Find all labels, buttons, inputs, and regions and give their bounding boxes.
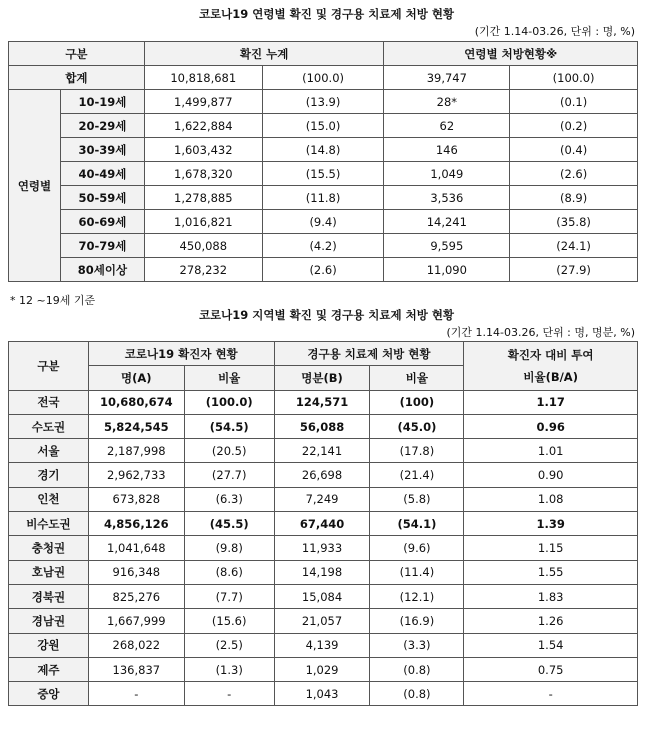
total-rx: 39,747 <box>384 66 510 90</box>
region-rate2: (45.0) <box>370 414 464 438</box>
region-doses: 67,440 <box>274 512 370 536</box>
age-label: 10-19세 <box>60 90 144 114</box>
total-confirmed-pct: (100.0) <box>262 66 384 90</box>
table-row <box>9 186 638 210</box>
table-row <box>9 487 638 511</box>
age-confirmed-pct: (14.8) <box>262 138 384 162</box>
table1-footnote: * 12 ~19세 기준 <box>10 294 96 307</box>
region-label: 경기 <box>9 463 89 487</box>
region-doses: 11,933 <box>274 536 370 560</box>
region-rate2: (21.4) <box>370 463 464 487</box>
age-confirmed-pct: (15.5) <box>262 162 384 186</box>
region-people: 268,022 <box>88 633 184 657</box>
region-rate2: (54.1) <box>370 512 464 536</box>
age-confirmed-pct: (4.2) <box>262 234 384 258</box>
region-people: 136,837 <box>88 657 184 681</box>
region-ratio: 1.55 <box>464 560 638 584</box>
region-rate2: (100) <box>370 390 464 414</box>
region-people: 916,348 <box>88 560 184 584</box>
region-doses: 1,029 <box>274 657 370 681</box>
table-row <box>9 463 638 487</box>
region-people: 2,187,998 <box>88 439 184 463</box>
header-ratio-line1: 확진자 대비 투여 <box>507 347 594 362</box>
region-rate2: (9.6) <box>370 536 464 560</box>
region-rate2: (0.8) <box>370 657 464 681</box>
age-confirmed: 1,622,884 <box>144 114 262 138</box>
age-label: 50-59세 <box>60 186 144 210</box>
age-rx-pct: (0.1) <box>510 90 638 114</box>
region-label: 경남권 <box>9 609 89 633</box>
age-confirmed-pct: (13.9) <box>262 90 384 114</box>
age-rx-pct: (0.2) <box>510 114 638 138</box>
region-people: 4,856,126 <box>88 512 184 536</box>
region-ratio: 0.96 <box>464 414 638 438</box>
region-ratio: 1.83 <box>464 584 638 608</box>
region-rate1: (54.5) <box>184 414 274 438</box>
total-label: 합계 <box>9 66 145 90</box>
total-row <box>9 66 638 90</box>
region-people: 5,824,545 <box>88 414 184 438</box>
age-label: 80세이상 <box>60 258 144 282</box>
header-category: 구분 <box>9 342 89 391</box>
age-table <box>8 41 638 282</box>
region-rate2: (16.9) <box>370 609 464 633</box>
header-confirmed-group: 코로나19 확진자 현황 <box>88 342 274 366</box>
region-ratio: 1.01 <box>464 439 638 463</box>
age-rx-pct: (24.1) <box>510 234 638 258</box>
table-row <box>9 609 638 633</box>
age-rx-pct: (27.9) <box>510 258 638 282</box>
region-ratio: 1.08 <box>464 487 638 511</box>
region-label: 호남권 <box>9 560 89 584</box>
table-row <box>9 234 638 258</box>
region-doses: 15,084 <box>274 584 370 608</box>
region-rate2: (12.1) <box>370 584 464 608</box>
age-confirmed: 450,088 <box>144 234 262 258</box>
age-rx-pct: (35.8) <box>510 210 638 234</box>
region-doses: 7,249 <box>274 487 370 511</box>
age-label: 60-69세 <box>60 210 144 234</box>
table-row <box>9 584 638 608</box>
header-confirmed: 확진 누계 <box>144 42 384 66</box>
table1-period: (기간 1.14-03.26, 단위 : 명, %) <box>474 25 635 38</box>
header-rx-group: 경구용 치료제 처방 현황 <box>274 342 464 366</box>
header-category: 구분 <box>9 42 145 66</box>
region-rate1: (8.6) <box>184 560 274 584</box>
age-rx-pct: (0.4) <box>510 138 638 162</box>
table-row <box>9 114 638 138</box>
region-rate1: - <box>184 682 274 706</box>
header-rate1: 비율 <box>184 366 274 390</box>
region-rate2: (17.8) <box>370 439 464 463</box>
region-ratio: 0.90 <box>464 463 638 487</box>
age-label: 70-79세 <box>60 234 144 258</box>
header-rate2: 비율 <box>370 366 464 390</box>
table-row <box>9 138 638 162</box>
region-rate2: (5.8) <box>370 487 464 511</box>
region-people: 2,962,733 <box>88 463 184 487</box>
table-row <box>9 90 638 114</box>
region-ratio: 1.39 <box>464 512 638 536</box>
table-row <box>9 633 638 657</box>
region-rate1: (45.5) <box>184 512 274 536</box>
table-row <box>9 390 638 414</box>
age-group-label: 연령별 <box>9 90 61 282</box>
region-label: 경북권 <box>9 584 89 608</box>
region-ratio: 0.75 <box>464 657 638 681</box>
age-rx: 3,536 <box>384 186 510 210</box>
region-label: 수도권 <box>9 414 89 438</box>
age-confirmed: 278,232 <box>144 258 262 282</box>
total-confirmed: 10,818,681 <box>144 66 262 90</box>
region-people: 673,828 <box>88 487 184 511</box>
region-doses: 56,088 <box>274 414 370 438</box>
region-table <box>8 341 638 706</box>
region-people: 10,680,674 <box>88 390 184 414</box>
header-prescription: 연령별 처방현황※ <box>384 42 638 66</box>
age-confirmed: 1,499,877 <box>144 90 262 114</box>
table-row <box>9 439 638 463</box>
age-label: 20-29세 <box>60 114 144 138</box>
region-rate2: (11.4) <box>370 560 464 584</box>
header-people: 명(A) <box>88 366 184 390</box>
region-label: 서울 <box>9 439 89 463</box>
region-rate1: (20.5) <box>184 439 274 463</box>
table-row <box>9 414 638 438</box>
age-rx: 28* <box>384 90 510 114</box>
table-row <box>9 162 638 186</box>
region-label: 충청권 <box>9 536 89 560</box>
region-rate1: (1.3) <box>184 657 274 681</box>
region-people: 825,276 <box>88 584 184 608</box>
region-label: 강원 <box>9 633 89 657</box>
age-confirmed: 1,678,320 <box>144 162 262 186</box>
table-row <box>9 258 638 282</box>
age-confirmed-pct: (15.0) <box>262 114 384 138</box>
region-label: 인천 <box>9 487 89 511</box>
header-ratio <box>464 342 638 391</box>
region-rate1: (6.3) <box>184 487 274 511</box>
region-label: 제주 <box>9 657 89 681</box>
region-rate2: (0.8) <box>370 682 464 706</box>
region-people: - <box>88 682 184 706</box>
age-confirmed: 1,278,885 <box>144 186 262 210</box>
region-ratio: - <box>464 682 638 706</box>
region-doses: 21,057 <box>274 609 370 633</box>
age-label: 40-49세 <box>60 162 144 186</box>
region-ratio: 1.26 <box>464 609 638 633</box>
table-row <box>9 682 638 706</box>
table-row <box>9 512 638 536</box>
region-people: 1,041,648 <box>88 536 184 560</box>
age-confirmed-pct: (2.6) <box>262 258 384 282</box>
age-rx: 11,090 <box>384 258 510 282</box>
table-row <box>9 536 638 560</box>
age-label: 30-39세 <box>60 138 144 162</box>
region-doses: 14,198 <box>274 560 370 584</box>
age-confirmed: 1,603,432 <box>144 138 262 162</box>
age-confirmed-pct: (11.8) <box>262 186 384 210</box>
region-doses: 4,139 <box>274 633 370 657</box>
region-rate2: (3.3) <box>370 633 464 657</box>
total-rx-pct: (100.0) <box>510 66 638 90</box>
header-doses: 명분(B) <box>274 366 370 390</box>
age-rx: 14,241 <box>384 210 510 234</box>
region-doses: 1,043 <box>274 682 370 706</box>
region-doses: 26,698 <box>274 463 370 487</box>
region-doses: 22,141 <box>274 439 370 463</box>
region-rate1: (27.7) <box>184 463 274 487</box>
table-row <box>9 560 638 584</box>
age-rx-pct: (8.9) <box>510 186 638 210</box>
region-label: 전국 <box>9 390 89 414</box>
region-ratio: 1.15 <box>464 536 638 560</box>
age-rx-pct: (2.6) <box>510 162 638 186</box>
age-rx: 1,049 <box>384 162 510 186</box>
age-confirmed-pct: (9.4) <box>262 210 384 234</box>
region-rate1: (2.5) <box>184 633 274 657</box>
region-label: 중앙 <box>9 682 89 706</box>
table-row <box>9 210 638 234</box>
region-rate1: (15.6) <box>184 609 274 633</box>
table-row <box>9 657 638 681</box>
table2-title: 코로나19 지역별 확진 및 경구용 치료제 처방 현황 <box>198 308 455 322</box>
age-confirmed: 1,016,821 <box>144 210 262 234</box>
region-people: 1,667,999 <box>88 609 184 633</box>
region-ratio: 1.54 <box>464 633 638 657</box>
age-rx: 62 <box>384 114 510 138</box>
region-label: 비수도권 <box>9 512 89 536</box>
region-rate1: (100.0) <box>184 390 274 414</box>
region-ratio: 1.17 <box>464 390 638 414</box>
table2-period: (기간 1.14-03.26, 단위 : 명, 명분, %) <box>446 326 635 339</box>
header-ratio-line2: 비율(B/A) <box>523 369 578 384</box>
age-rx: 146 <box>384 138 510 162</box>
table1-title: 코로나19 연령별 확진 및 경구용 치료제 처방 현황 <box>198 7 455 21</box>
region-doses: 124,571 <box>274 390 370 414</box>
age-rx: 9,595 <box>384 234 510 258</box>
region-rate1: (9.8) <box>184 536 274 560</box>
region-rate1: (7.7) <box>184 584 274 608</box>
